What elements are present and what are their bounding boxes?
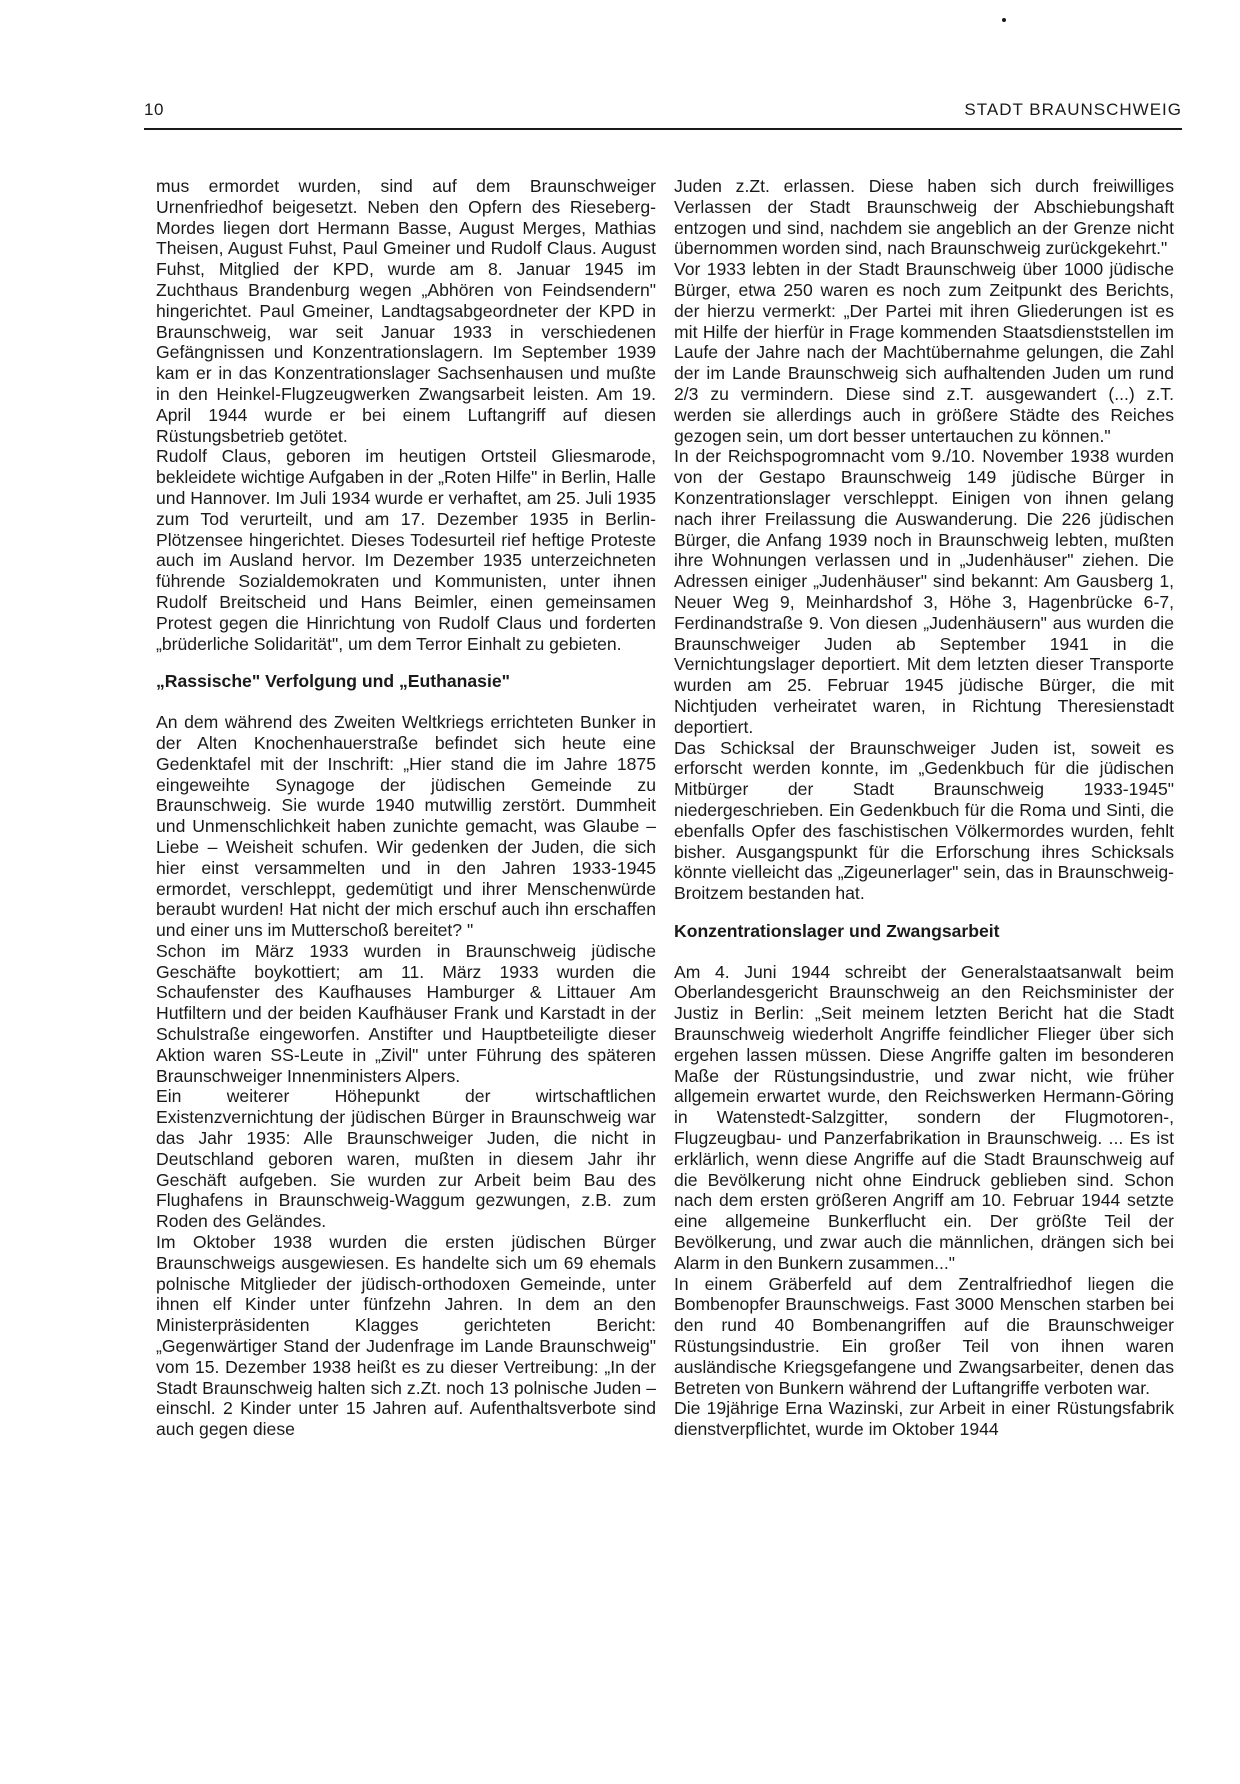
scan-speck: [1002, 18, 1006, 22]
paragraph: Juden z.Zt. erlassen. Diese haben sich durch freiwilliges Verlassen der Stadt Braunschweig der Abschiebungshaft entzogen und sind, nachdem sie angeblich an der Grenze nicht übernommen worden sind, nach Braunschweig zurückgekehrt.": [674, 176, 1174, 259]
paragraph: Vor 1933 lebten in der Stadt Braunschweig über 1000 jüdische Bürger, etwa 250 waren es noch zum Zeitpunkt des Berichts, der hierzu vermerkt: „Der Partei mit ihren Gliederungen ist es mit Hilfe der hierfür in Frage kommenden Staatsdienststellen im Laufe der Jahre nach der Machtübernahme gelungen, die Zahl der im Lande Braunschweig sich aufhaltenden Juden um rund 2/3 zu vermindern. Diese sind z.T. ausgewandert (...) z.T. werden sie allerdings auch in größere Städte des Reiches gezogen sein, um dort besser untertauchen zu können.": [674, 259, 1174, 446]
section-heading: „Rassische" Verfolgung und „Euthanasie": [156, 671, 510, 692]
running-head: STADT BRAUNSCHWEIG: [964, 100, 1182, 119]
paragraph: In der Reichspogromnacht vom 9./10. November 1938 wurden von der Gestapo Braunschweig 149 jüdische Bürger in Konzentrationslager verschleppt. Einigen von ihnen gelang nach ihrer Freilassung die Auswanderung. Die 226 jüdischen Bürger, die Anfang 1939 noch in Braunschweig lebten, mußten ihre Wohnungen verlassen und in „Judenhäuser" ziehen. Die Adressen einiger „Judenhäuser" sind bekannt: Am Gausberg 1, Neuer Weg 9, Meinhardshof 3, Höhe 3, Hagenbrücke 6-7, Ferdinandstraße 9. Von diesen „Judenhäusern" aus wurden die Braunschweiger Juden ab September 1941 in die Vernichtungslager deportiert. Mit dem letzten dieser Transporte wurden am 25. Februar 1945 jüdische Bürger, die mit Nichtjuden verheiratet waren, in Richtung Theresienstadt deportiert.: [674, 446, 1174, 737]
left-column: [156, 176, 656, 1440]
page-header: [144, 100, 1182, 130]
paragraph: In einem Gräberfeld auf dem Zentralfriedhof liegen die Bombenopfer Braunschweigs. Fast 3000 Menschen starben bei den rund 40 Bombenangriffen auf die Braunschweiger Rüstungsindustrie. Ein großer Teil von ihnen waren ausländische Kriegsgefangene und Zwangsarbeiter, denen das Betreten von Bunkern während der Luftangriffe verboten war.: [674, 1273, 1174, 1398]
section-heading: Konzentrationslager und Zwangsarbeit: [674, 920, 1000, 941]
paragraph: Die 19jährige Erna Wazinski, zur Arbeit in einer Rüstungsfabrik dienstverpflichtet, wurde im Oktober 1944: [674, 1398, 1174, 1440]
paragraph: Im Oktober 1938 wurden die ersten jüdischen Bürger Braunschweigs ausgewiesen. Es handelte sich um 69 ehemals polnische Mitglieder der jüdisch-orthodoxen Gemeinde, unter ihnen elf Kinder unter fünfzehn Jahren. In dem an den Ministerpräsidenten Klagges gerichteten Bericht: „Gegenwärtiger Stand der Judenfrage im Lande Braunschweig" vom 15. Dezember 1938 heißt es zu dieser Vertreibung: „In der Stadt Braunschweig halten sich z.Zt. noch 13 polnische Juden – einschl. 2 Kinder unter 15 Jahren auf. Aufenthaltsverbote sind auch gegen diese: [156, 1232, 656, 1440]
paragraph: mus ermordet wurden, sind auf dem Braunschweiger Urnenfriedhof beigesetzt. Neben den Opfern des Rieseberg-Mordes liegen dort Hermann Basse, August Merges, Mathias Theisen, August Fuhst, Paul Gmeiner und Rudolf Claus. August Fuhst, Mitglied der KPD, wurde am 8. Januar 1945 im Zuchthaus Brandenburg wegen „Abhören von Feindsendern" hingerichtet. Paul Gmeiner, Landtagsabgeordneter der KPD in Braunschweig, war seit Januar 1933 in verschiedenen Gefängnissen und Konzentrationslagern. Im September 1939 kam er in das Konzentrationslager Sachsenhausen und mußte in den Heinkel-Flugzeugwerken Zwangsarbeit leisten. Am 19. April 1944 wurde er bei einem Luftangriff auf diesen Rüstungsbetrieb getötet.: [156, 176, 656, 446]
paragraph: Das Schicksal der Braunschweiger Juden ist, soweit es erforscht werden konnte, im „Gedenkbuch für die jüdischen Mitbürger der Stadt Braunschweig 1933-1945" niedergeschrieben. Ein Gedenkbuch für die Roma und Sinti, die ebenfalls Opfer des faschistischen Völkermordes wurden, fehlt bisher. Ausgangspunkt für die Erforschung ihres Schicksals könnte vielleicht das „Zigeunerlager" sein, das in Braunschweig-Broitzem bestanden hat.: [674, 737, 1174, 904]
paragraph: An dem während des Zweiten Weltkriegs errichteten Bunker in der Alten Knochenhauerstraße befindet sich heute eine Gedenktafel mit der Inschrift: „Hier stand die im Jahre 1875 eingeweihte Synagoge der jüdischen Gemeinde zu Braunschweig. Sie wurde 1940 mutwillig zerstört. Dummheit und Unmenschlichkeit haben zunichte gemacht, was Glaube – Liebe – Weisheit schufen. Wir gedenken der Juden, die sich hier einst versammelten und in den Jahren 1933-1945 ermordet, verschleppt, gedemütigt und ihrer Menschenwürde beraubt wurden! Hat nicht der mich erschuf auch ihn erschaffen und einer uns im Mutterschoß bereitet? ": [156, 712, 656, 941]
paragraph: Schon im März 1933 wurden in Braunschweig jüdische Geschäfte boykottiert; am 11. März 1933 wurden die Schaufenster des Kaufhauses Hamburger & Littauer Am Hutfiltern und der beiden Kaufhäuser Frank und Karstadt in der Schulstraße eingeworfen. Anstifter und Hauptbeteiligte dieser Aktion waren SS-Leute in „Zivil" unter Führung des späteren Braunschweiger Innenministers Alpers.: [156, 940, 656, 1086]
page-number: 10: [144, 100, 164, 119]
right-column: [674, 176, 1174, 1440]
paragraph: Rudolf Claus, geboren im heutigen Ortsteil Gliesmarode, bekleidete wichtige Aufgaben in der „Roten Hilfe" in Berlin, Halle und Hannover. Im Juli 1934 wurde er verhaftet, am 25. Juli 1935 zum Tod verurteilt, und am 17. Dezember 1935 in Berlin-Plötzensee hingerichtet. Dieses Todesurteil rief heftige Proteste auch im Ausland hervor. Im Dezember 1935 unterzeichneten führende Sozialdemokraten und Kommunisten, unter ihnen Rudolf Breitscheid und Hans Beimler, einen gemeinsamen Protest gegen die Hinrichtung von Rudolf Claus und forderten „brüderliche Solidarität", um dem Terror Einhalt zu gebieten.: [156, 446, 656, 654]
paragraph: Ein weiterer Höhepunkt der wirtschaftlichen Existenzvernichtung der jüdischen Bürger in Braunschweig war das Jahr 1935: Alle Braunschweiger Juden, die nicht in Deutschland geboren waren, mußten in diesem Jahr ihr Geschäft aufgeben. Sie wurden zur Arbeit beim Bau des Flughafens in Braunschweig-Waggum gezwungen, z.B. zum Roden des Geländes.: [156, 1086, 656, 1232]
paragraph: Am 4. Juni 1944 schreibt der Generalstaatsanwalt beim Oberlandesgericht Braunschweig an den Reichsminister der Justiz in Berlin: „Seit meinem letzten Bericht hat die Stadt Braunschweig wiederholt Angriffe feindlicher Flieger über sich ergehen lassen müssen. Diese Angriffe galten im besonderen Maße der Rüstungsindustrie, und zwar nicht, wie früher allgemein erwartet wurde, den Reichswerken Hermann-Göring in Watenstedt-Salzgitter, sondern der Flugmotoren-, Flugzeugbau- und Panzerfabrikation in Braunschweig. ... Es ist erklärlich, wenn diese Angriffe auf die Stadt Braunschweig auf die Bevölkerung nicht ohne Eindruck geblieben sind. Schon nach dem ersten größeren Angriff am 10. Februar 1944 setzte eine allgemeine Bunkerflucht ein. Der größte Teil der Bevölkerung, und zwar auch die männlichen, drängen sich bei Alarm in den Bunkern zusammen...": [674, 961, 1174, 1273]
